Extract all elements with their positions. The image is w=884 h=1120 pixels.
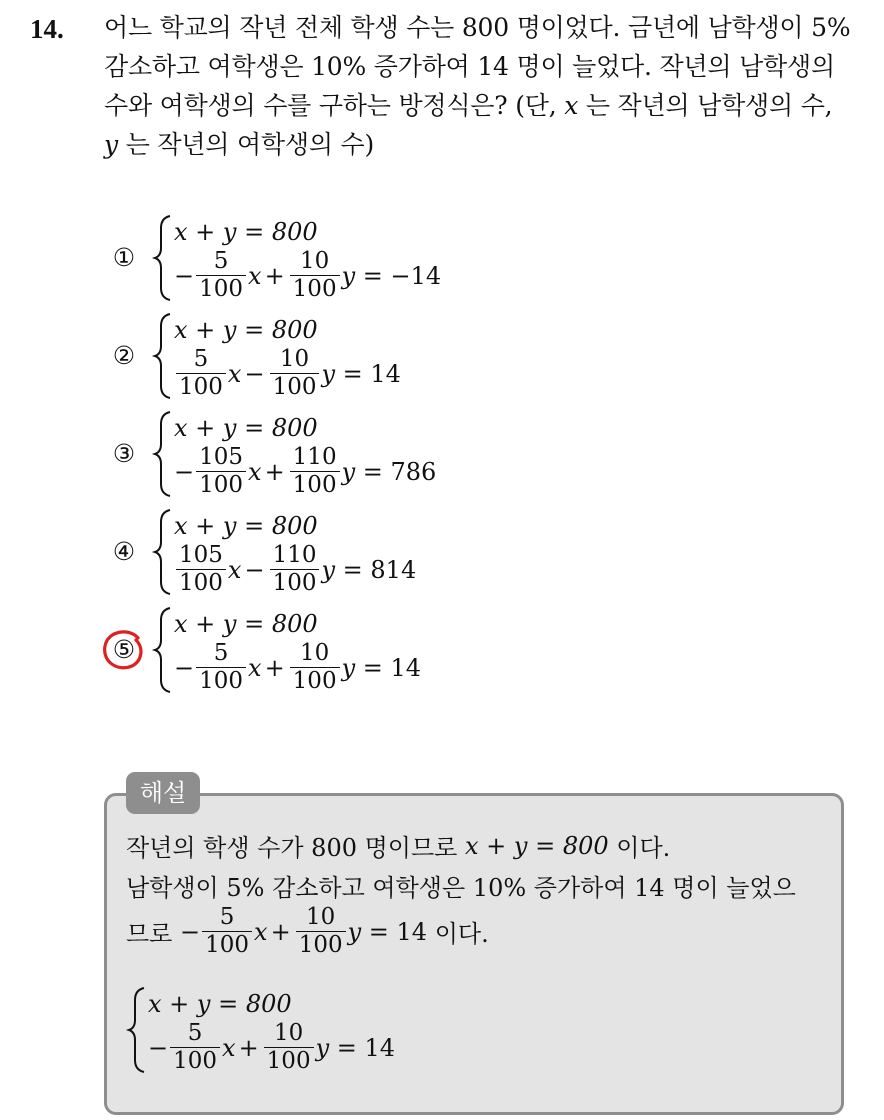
numerator: 110 <box>292 444 337 470</box>
fraction-2 <box>290 642 340 693</box>
equation-1: x + y = 800 <box>174 512 318 540</box>
equation-1: x + y = 800 <box>174 610 318 638</box>
left-brace-icon <box>152 606 174 694</box>
equation-2: − $\frac{5}{100}$ x + $\frac{10}{100}$ y = 14 <box>148 1020 396 1074</box>
left-brace-icon <box>126 986 148 1074</box>
fraction-1 <box>196 250 246 301</box>
denominator: 100 <box>290 667 340 693</box>
fraction-2 <box>290 446 340 497</box>
numerator: 5 <box>213 640 229 666</box>
left-brace-icon <box>152 214 174 302</box>
rhs: = 14 <box>368 917 428 946</box>
numerator: 5 <box>193 346 209 372</box>
numerator: 5 <box>187 1020 203 1046</box>
denominator: 100 <box>196 667 246 693</box>
equation-system <box>152 310 482 402</box>
denominator: 100 <box>196 471 246 497</box>
fraction-1 <box>170 1022 220 1073</box>
denominator: 100 <box>170 1047 220 1073</box>
explanation-tag: 해설 <box>126 772 200 814</box>
explanation-text: 이다. <box>434 920 489 948</box>
denominator: 100 <box>270 373 320 399</box>
denominator: 100 <box>176 373 226 399</box>
numerator: 10 <box>299 248 330 274</box>
choice-marker: ⑤ <box>112 635 136 664</box>
fraction-1 <box>202 906 252 957</box>
question-number: 14. <box>30 14 64 44</box>
numerator: 105 <box>179 542 223 568</box>
numerator: 10 <box>306 904 336 930</box>
operator: + <box>238 1033 259 1062</box>
explanation-text: 작년의 학생 수가 800 명이므로 <box>126 834 458 862</box>
fraction-2 <box>270 348 320 399</box>
operator: + <box>264 457 285 486</box>
equation-2: − $\frac{5}{100}$ x + $\frac{10}{100}$ y = −14 <box>174 248 442 302</box>
sign: − <box>174 457 195 486</box>
fraction-2 <box>296 906 346 957</box>
explanation-line-1 <box>126 828 670 863</box>
question-line-2: 감소하고 여학생은 10% 증가하여 14 명이 늘었다. 작년의 남학생의 <box>104 52 835 81</box>
operator: + <box>264 653 285 682</box>
denominator: 100 <box>270 569 320 595</box>
sign: − <box>148 1033 169 1062</box>
question-block <box>30 8 870 164</box>
sign: − <box>180 917 201 946</box>
question-line-3-tail: 는 작년의 남학생의 수, <box>585 91 833 120</box>
left-brace-icon <box>152 410 174 498</box>
var-x: x <box>564 91 579 120</box>
rhs: = 14 <box>342 359 401 388</box>
left-brace-icon <box>152 508 174 596</box>
equation-system <box>152 408 482 500</box>
equation: x + y = 800 <box>465 831 609 860</box>
numerator: 10 <box>273 1020 304 1046</box>
rhs: = −14 <box>362 261 442 290</box>
rhs: = 14 <box>362 653 422 682</box>
denominator: 100 <box>290 471 340 497</box>
operator: − <box>244 555 265 584</box>
fraction-1 <box>176 348 226 399</box>
numerator: 10 <box>299 640 330 666</box>
equation-system <box>152 604 482 696</box>
operator: + <box>270 917 291 946</box>
equation-1: x + y = 800 <box>148 990 292 1018</box>
equation-system <box>152 212 482 304</box>
denominator: 100 <box>176 569 226 595</box>
fraction-1 <box>196 642 246 693</box>
choice-marker: ① <box>112 243 136 272</box>
fraction-2 <box>270 544 320 595</box>
equation-2: $\frac{5}{100}$ x − $\frac{10}{100}$ y = 14 <box>174 348 401 399</box>
question-line-3 <box>104 86 870 125</box>
choice-marker: ② <box>112 341 136 370</box>
equation-1: x + y = 800 <box>174 218 318 246</box>
sign: − <box>174 653 195 682</box>
equation-system <box>152 506 482 598</box>
operator: + <box>264 261 285 290</box>
question-line-4 <box>104 125 870 164</box>
denominator: 100 <box>264 1047 314 1073</box>
question-line-3-text: 수와 여학생의 수를 구하는 방정식은? (단, <box>104 91 557 120</box>
numerator: 105 <box>199 444 244 470</box>
numerator: 110 <box>272 542 317 568</box>
choice-marker: ③ <box>112 439 136 468</box>
numerator: 10 <box>279 346 310 372</box>
explanation-text: 이다. <box>616 834 671 862</box>
denominator: 100 <box>202 931 252 957</box>
fraction-2 <box>290 250 340 301</box>
explanation-text: 므로 <box>126 920 173 948</box>
fraction-2 <box>264 1022 314 1073</box>
question-line-1: 어느 학교의 작년 전체 학생 수는 800 명이었다. 금년에 남학생이 5% <box>104 13 851 42</box>
equation-2: − $\frac{5}{100}$ x + $\frac{10}{100}$ y = 14 <box>174 640 422 694</box>
explanation-equation-system <box>126 984 456 1076</box>
question-text <box>104 8 870 164</box>
fraction-1 <box>176 544 226 595</box>
explanation-line-3: 므로 − $\frac{5}{100}$ x + $\frac{10}{100}$ y = 14 이다. <box>126 904 489 958</box>
rhs: = 14 <box>336 1033 396 1062</box>
numerator: 5 <box>219 904 235 930</box>
var-y: y <box>104 130 118 159</box>
sign: − <box>174 261 195 290</box>
equation-1: x + y = 800 <box>174 316 318 344</box>
explanation-line-2: 남학생이 5% 감소하고 여학생은 10% 증가하여 14 명이 늘었으 <box>126 874 796 902</box>
fraction-1 <box>196 446 246 497</box>
choice-marker: ④ <box>112 537 136 566</box>
equation-1: x + y = 800 <box>174 414 318 442</box>
numerator: 5 <box>213 248 229 274</box>
question-line-4-text: 는 작년의 여학생의 수) <box>125 130 375 159</box>
equation-2: − $\frac{105}{100}$ x + $\frac{110}{100}$ y = 786 <box>174 444 437 498</box>
denominator: 100 <box>196 275 246 301</box>
rhs: = 786 <box>362 457 437 486</box>
equation-2: $\frac{105}{100}$ x − $\frac{110}{100}$ y = 814 <box>174 544 416 595</box>
left-brace-icon <box>152 312 174 400</box>
denominator: 100 <box>290 275 340 301</box>
operator: − <box>244 359 265 388</box>
rhs: = 814 <box>342 555 417 584</box>
denominator: 100 <box>296 931 346 957</box>
